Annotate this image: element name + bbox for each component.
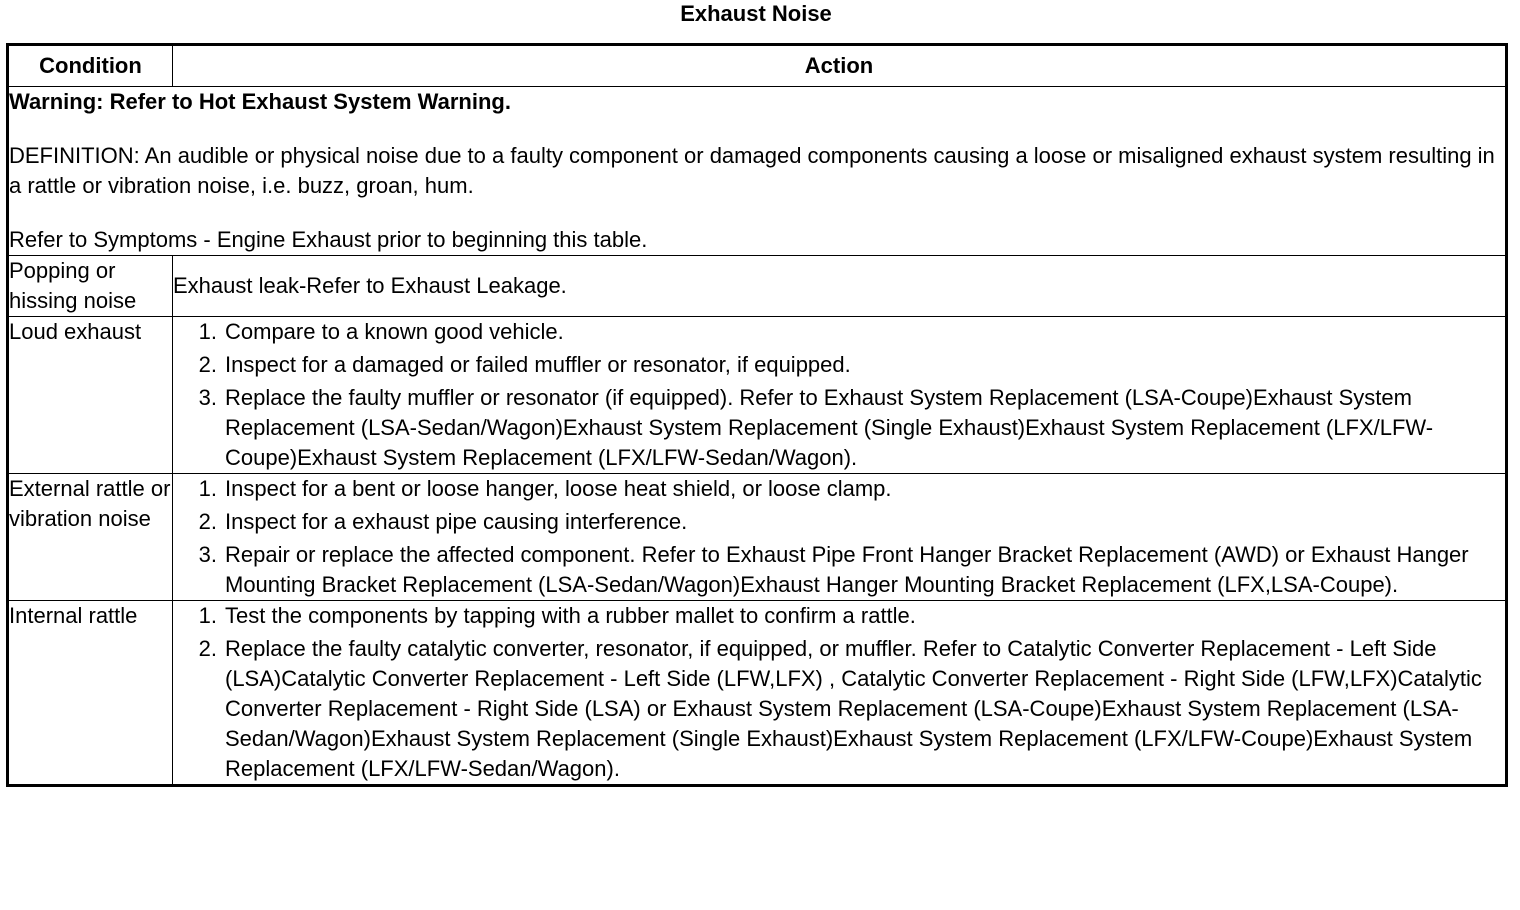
table-row: [8, 256, 1507, 317]
action-cell: [173, 317, 1507, 474]
step-list: [173, 601, 1505, 784]
step-text: Replace the faulty catalytic converter, resonator, if equipped, or muffler. Refer to Catalytic Converter Replacement - Left Side (LSA)Catalytic Converter Replacement - Left Side (LFW,LFX) , Catalytic Converter Replacement - Right Side (LFW,LFX)Catalytic Converter Replacement - Right Side (LSA) or Exhaust System Replacement (LSA-Coupe)Exhaust System Replacement (LSA-Sedan/Wagon)Exhaust System Replacement (Single Exhaust)Exhaust System Replacement (LFX/LFW-Coupe)Exhaust System Replacement (LFX/LFW-Sedan/Wagon).: [225, 636, 1482, 781]
definition-text: DEFINITION: An audible or physical noise due to a faulty component or damaged components causing a loose or misaligned exhaust system resulting in a rattle or vibration noise, i.e. buzz, groan, hum.: [9, 143, 1495, 198]
step-item: [173, 383, 1505, 473]
step-number: 2.: [198, 352, 217, 377]
step-number: 1.: [198, 476, 217, 501]
condition-cell: Internal rattle: [8, 601, 173, 786]
step-text: Repair or replace the affected component. Refer to Exhaust Pipe Front Hanger Bracket Replacement (AWD) or Exhaust Hanger Mounting Bracket Replacement (LSA-Sedan/Wagon)Exhaust Hanger Mounting Bracket Replacement (LFX,LSA-Coupe).: [225, 542, 1469, 597]
table-row: [8, 601, 1507, 786]
page-title: Exhaust Noise: [680, 1, 832, 26]
step-item: [173, 350, 1505, 380]
header-row: [8, 45, 1507, 87]
condition-cell: Popping or hissing noise: [8, 256, 173, 317]
step-text: Inspect for a bent or loose hanger, loose heat shield, or loose clamp.: [225, 476, 892, 501]
table-row: [8, 474, 1507, 601]
step-number: 1.: [198, 603, 217, 628]
step-text: Inspect for a exhaust pipe causing interference.: [225, 509, 688, 534]
diagnostic-table: [6, 43, 1508, 787]
action-header: Action: [173, 45, 1507, 87]
step-number: 1.: [198, 319, 217, 344]
step-number: 3.: [198, 385, 217, 410]
step-list: [173, 474, 1505, 600]
condition-header: Condition: [8, 45, 173, 87]
step-text: Compare to a known good vehicle.: [225, 319, 564, 344]
step-item: [173, 474, 1505, 504]
step-item: [173, 507, 1505, 537]
step-text: Inspect for a damaged or failed muffler or resonator, if equipped.: [225, 352, 851, 377]
condition-cell: Loud exhaust: [8, 317, 173, 474]
step-text: Replace the faulty muffler or resonator (if equipped). Refer to Exhaust System Replacement (LSA-Coupe)Exhaust System Replacement (LSA-Sedan/Wagon)Exhaust System Replacement (Single Exhaust)Exhaust System Replacement (LFX/LFW-Coupe)Exhaust System Replacement (LFX/LFW-Sedan/Wagon).: [225, 385, 1434, 470]
step-item: [173, 317, 1505, 347]
step-list: [173, 317, 1505, 473]
step-item: [173, 601, 1505, 631]
step-number: 2.: [198, 636, 217, 661]
intro-cell: [8, 87, 1507, 256]
intro-row: [8, 87, 1507, 256]
step-item: [173, 540, 1505, 600]
step-text: Test the components by tapping with a rubber mallet to confirm a rattle.: [225, 603, 916, 628]
action-cell: [173, 474, 1507, 601]
warning-text: Warning: Refer to Hot Exhaust System Warning.: [9, 89, 511, 114]
step-number: 2.: [198, 509, 217, 534]
step-item: [173, 634, 1505, 784]
step-number: 3.: [198, 542, 217, 567]
action-cell: Exhaust leak-Refer to Exhaust Leakage.: [173, 256, 1507, 317]
condition-cell: External rattle or vibration noise: [8, 474, 173, 601]
action-cell: [173, 601, 1507, 786]
reference-text: Refer to Symptoms - Engine Exhaust prior to beginning this table.: [9, 227, 648, 252]
table-row: [8, 317, 1507, 474]
